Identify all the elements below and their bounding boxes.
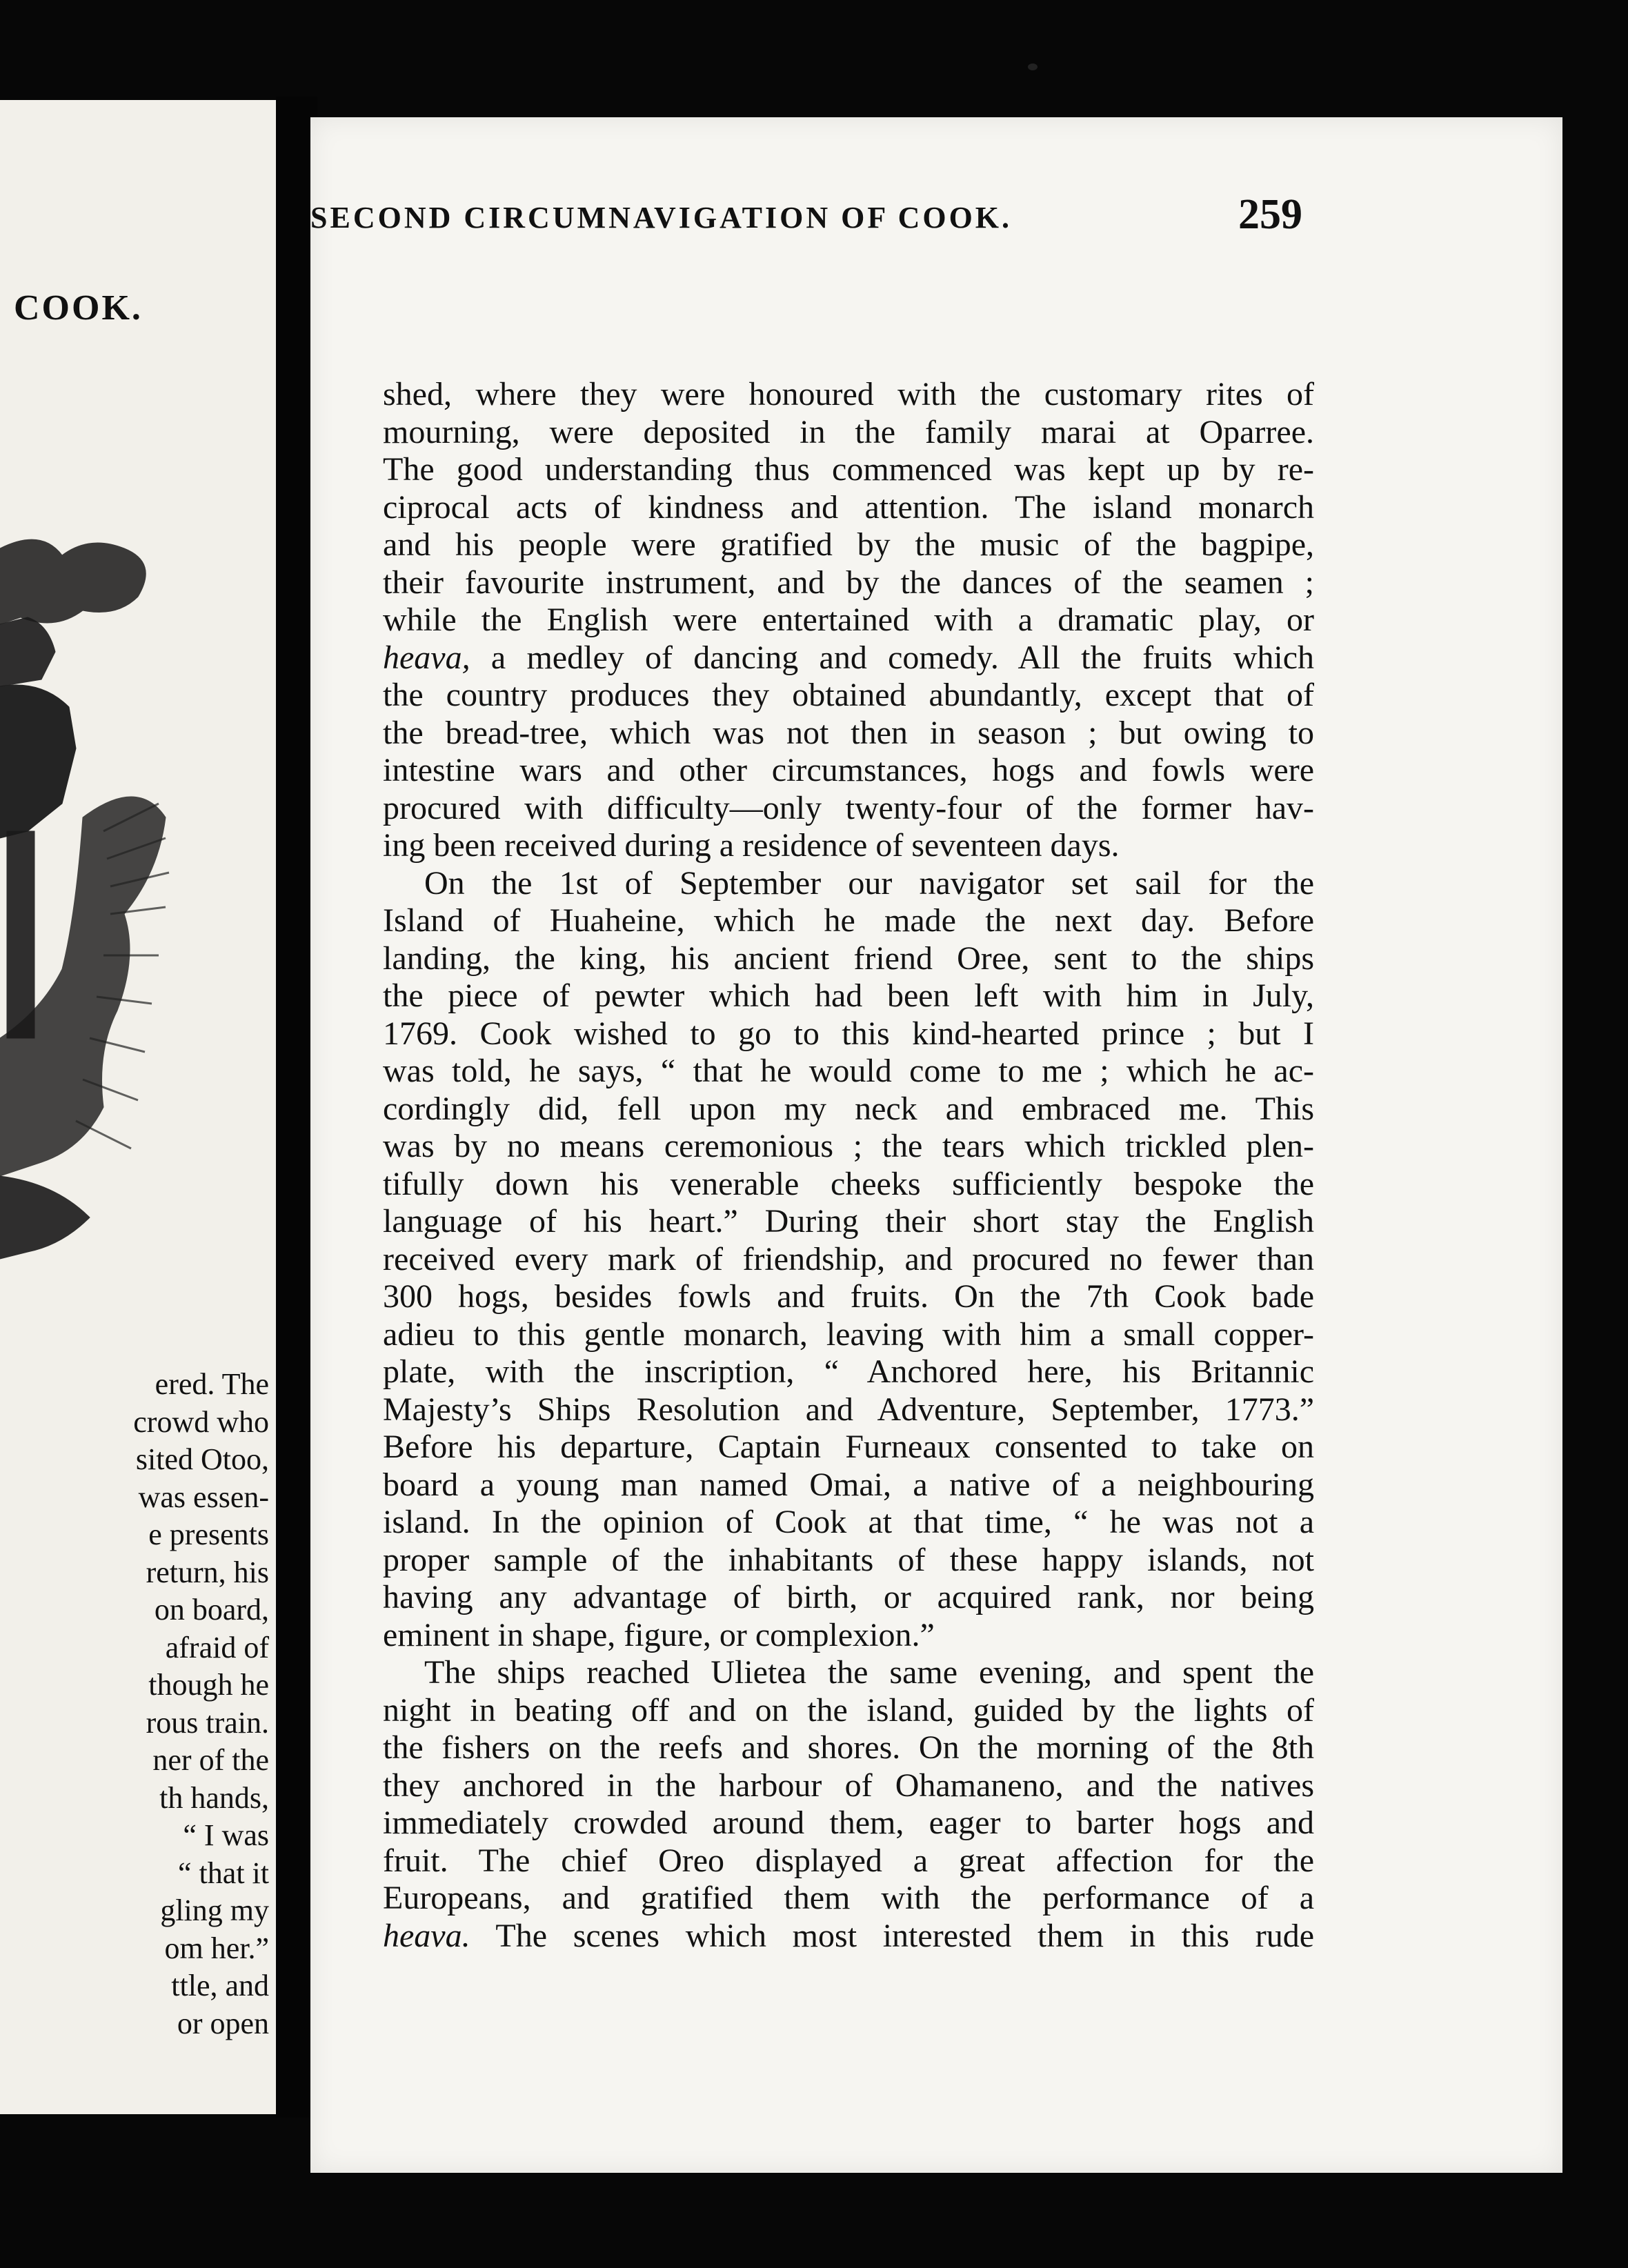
- left-line: afraid of: [165, 1630, 269, 1664]
- text-line: procured with difficulty—only twenty-four of the former hav-: [383, 789, 1314, 826]
- text-line: Before his departure, Captain Furneaux consented to take on: [383, 1429, 1314, 1465]
- text-line: received every mark of friendship, and procured no fewer than: [383, 1240, 1314, 1277]
- text-line: ciprocal acts of kindness and attention. The island monarch: [383, 488, 1314, 526]
- text-line: night in beating off and on the island, guided by the lights of: [383, 1691, 1314, 1729]
- left-line: gling my: [160, 1893, 269, 1927]
- left-line: th hands,: [159, 1780, 269, 1815]
- text-line: Europeans, and gratified them with the performance of a: [383, 1880, 1314, 1916]
- text-line: while the English were entertained with a dramatic play, or: [383, 601, 1314, 638]
- left-line: om her.”: [164, 1931, 269, 1965]
- text-line: proper sample of the inhabitants of these happy islands, not: [383, 1541, 1314, 1578]
- left-line: e presents: [148, 1518, 269, 1551]
- text-line: and his people were gratified by the music of the bagpipe,: [383, 526, 1314, 563]
- text-line: plate, with the inscription, “ Anchored here, his Britannic: [383, 1353, 1314, 1390]
- text-line: the bread-tree, which was not then in season ; but owing to: [383, 714, 1314, 751]
- left-line: return, his: [146, 1555, 269, 1589]
- text-line: [383, 639, 1314, 677]
- text-line: The ships reached Ulietea the same evening, and spent the: [424, 1654, 1314, 1691]
- text-line: ing been received during a residence of seventeen days.: [383, 827, 1120, 864]
- text-line: 1769. Cook wished to go to this kind-hearted prince ; but I: [383, 1015, 1314, 1052]
- running-head: SECOND CIRCUMNAVIGATION OF COOK.: [310, 201, 1013, 235]
- text-line: their favourite instrument, and by the dances of the seamen ;: [383, 564, 1314, 601]
- text-line: Island of Huaheine, which he made the next day. Before: [383, 902, 1314, 939]
- left-line: rous train.: [146, 1705, 269, 1740]
- left-line: crowd who: [133, 1404, 269, 1439]
- text-line: [383, 1918, 1314, 1956]
- left-page: [0, 100, 276, 2114]
- left-line: though he: [148, 1668, 269, 1702]
- text-line: cordingly did, fell upon my neck and embraced me. This: [383, 1090, 1314, 1127]
- text-line: immediately crowded around them, eager to barter hogs and: [383, 1804, 1314, 1841]
- left-line: on board,: [154, 1593, 269, 1627]
- text-line: adieu to this gentle monarch, leaving with him a small copper-: [383, 1315, 1314, 1353]
- text-line: island. In the opinion of Cook at that time, “ he was not a: [383, 1504, 1314, 1540]
- text-line: they anchored in the harbour of Ohamaneno, and the natives: [383, 1767, 1314, 1804]
- left-line: “ that it: [178, 1856, 269, 1890]
- left-line: ttle, and: [171, 1969, 269, 2002]
- text-line: Majesty’s Ships Resolution and Adventure, September, 1773.”: [383, 1391, 1314, 1428]
- left-line: sited Otoo,: [135, 1442, 269, 1476]
- scan-speck: [1028, 63, 1038, 70]
- text-line: eminent in shape, figure, or complexion.”: [383, 1616, 935, 1653]
- text-line: language of his heart.” During their short stay the English: [383, 1203, 1314, 1240]
- text-segment: The scenes which most interested them in this rude: [470, 1917, 1314, 1954]
- body-text: [383, 376, 1314, 1955]
- text-line: fruit. The chief Oreo displayed a great affection for the: [383, 1842, 1314, 1879]
- text-line: the piece of pewter which had been left with him in July,: [383, 977, 1314, 1014]
- text-line: The good understanding thus commenced was kept up by re-: [383, 451, 1314, 488]
- left-line: “ I was: [183, 1818, 269, 1852]
- text-line: was told, he says, “ that he would come to me ; which he ac-: [383, 1053, 1314, 1089]
- italic-term: heava.: [383, 1917, 470, 1954]
- text-line: the fishers on the reefs and shores. On the morning of the 8th: [383, 1729, 1314, 1766]
- italic-term: heava,: [383, 639, 470, 676]
- engraving-illustration: [0, 390, 179, 1286]
- text-line: having any advantage of birth, or acquired rank, nor being: [383, 1579, 1314, 1615]
- text-line: board a young man named Omai, a native of a neighbouring: [383, 1466, 1314, 1503]
- page-number: 259: [1238, 191, 1302, 238]
- left-line: was essen-: [138, 1480, 269, 1514]
- text-line: shed, where they were honoured with the customary rites of: [383, 376, 1314, 412]
- text-line: the country produces they obtained abundantly, except that of: [383, 677, 1314, 713]
- text-line: tifully down his venerable cheeks sufficiently bespoke the: [383, 1165, 1314, 1202]
- text-line: 300 hogs, besides fowls and fruits. On the 7th Cook bade: [383, 1278, 1314, 1315]
- text-line: was by no means ceremonious ; the tears which trickled plen-: [383, 1128, 1314, 1164]
- left-running-head: COOK.: [14, 288, 143, 328]
- left-line: or open: [177, 2006, 269, 2040]
- left-page-text: [7, 1366, 269, 2042]
- text-segment: a medley of dancing and comedy. All the fruits which: [470, 639, 1314, 676]
- text-line: On the 1st of September our navigator set sail for the: [424, 864, 1314, 902]
- text-line: mourning, were deposited in the family marai at Oparree.: [383, 413, 1314, 450]
- text-line: landing, the king, his ancient friend Oree, sent to the ships: [383, 939, 1314, 977]
- text-line: intestine wars and other circumstances, hogs and fowls were: [383, 752, 1314, 788]
- left-line: ner of the: [152, 1743, 269, 1777]
- left-line: ered. The: [155, 1367, 269, 1401]
